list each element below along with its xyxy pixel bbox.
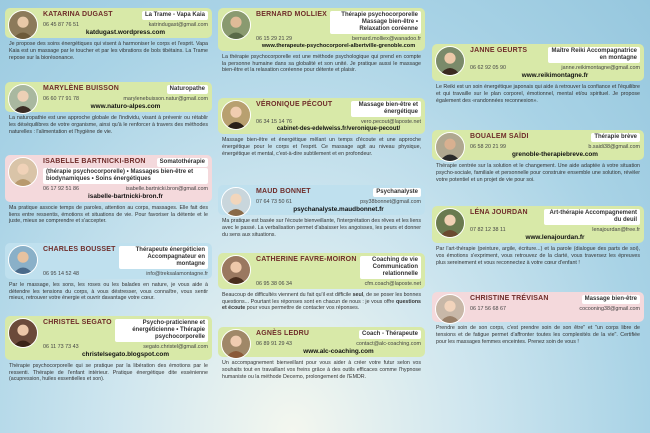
card-header: [218, 327, 425, 357]
portrait-photo: [8, 318, 38, 348]
website-link[interactable]: www.therapeute-psychocorporel-albertville-grenoble.com: [261, 42, 416, 49]
practitioner-name: CHRISTINE TRÉVISAN: [470, 295, 549, 302]
description: Ma pratique est basée sur l'écoute bienveillante, l'interprétation des rêves et les liens avec le passé. La verbalisation permet d'abaisser les angoisses, les peurs et donner du sens aux situations.: [222, 218, 421, 238]
portrait-photo: [221, 187, 251, 217]
email-address: bernard.molliex@wanadoo.fr: [352, 35, 421, 42]
website-link[interactable]: www.naturo-alpes.com: [90, 102, 161, 110]
card-header: [218, 98, 425, 134]
phone-number: 06 15 29 21 29: [256, 35, 292, 42]
specialty-details: (thérapie psychocorporelle) • Massages bien-être et biodynamiques • Soins énergétiques: [43, 168, 208, 184]
card-header: [5, 8, 212, 38]
card-header: [5, 82, 212, 112]
email-address: isabelle.bartnicki.bron@gmail.com: [125, 185, 208, 192]
card-header: [432, 44, 644, 81]
portrait-photo: [8, 245, 38, 275]
card-ledru: [218, 327, 425, 381]
portrait-photo: [8, 157, 38, 187]
phone-number: 06 34 15 14 76: [256, 118, 292, 125]
website-link[interactable]: grenoble-therapiebreve.com: [512, 150, 598, 158]
phone-number: 06 11 73 73 43: [43, 343, 79, 350]
description: Je propose des soins énergétiques qui visent à harmoniser le corps et l'esprit. Vapa Kaia est un massage par le toucher et par les vibrations de bols tibétains. La Trame repose sur la biorésonance.: [9, 41, 208, 61]
card-buisson: [5, 82, 212, 136]
email-address: psy38bonnet@gmail.com: [360, 198, 421, 205]
email-address: cfm.coach@laposte.net: [364, 280, 421, 287]
specialty-badge: Coach - Thérapeute: [359, 330, 421, 339]
description: Par l'art-thérapie (peinture, argile, écriture...) et la parole (dialogue des parts de soi), vos émotions s'expriment, vous retrouvez de la clarté, vous traversez les épreuves plus sereinement et vous reconnectez à votre cœur d'enfant !: [436, 245, 640, 266]
phone-number: 06 45 87 76 51: [43, 21, 79, 28]
email-address: info@treksalamontagne.fr: [146, 270, 208, 277]
specialty-badge: Massage bien-être: [582, 295, 640, 304]
specialty-badge: Thérapeute énergéticien Accompagnateur en montagne: [119, 246, 208, 269]
specialty-badge: Psycho-praticienne et énergéticienne • Thérapie psychocorporelle: [115, 319, 208, 342]
email-address: janne.reikimontagne@gmail.com: [561, 64, 640, 71]
portrait-photo: [435, 208, 465, 238]
practitioner-name: JANNE GEURTS: [470, 47, 528, 54]
email-address: segato.christel@gmail.com: [143, 343, 208, 350]
portrait-photo: [8, 84, 38, 114]
portrait-photo: [435, 46, 465, 76]
card-header: [432, 130, 644, 160]
practitioner-name: MARYLÈNE BUISSON: [43, 85, 120, 92]
specialty-badge: Coaching de vie Communication relationnelle: [360, 256, 421, 279]
practitioner-name: LÉNA JOURDAN: [470, 209, 528, 216]
card-header: [218, 8, 425, 51]
portrait-photo: [435, 294, 465, 324]
website-link[interactable]: psychanalyste.maudbonnet.fr: [293, 205, 384, 213]
specialty-badge: Thérapie brève: [591, 133, 640, 142]
card-header: [5, 155, 212, 202]
card-header: [5, 316, 212, 360]
phone-number: 06 62 92 05 90: [470, 64, 506, 71]
website-link[interactable]: www.reikimontagne.fr: [521, 71, 589, 79]
card-header: [5, 243, 212, 279]
email-address: cocooning38@gmail.com: [579, 305, 640, 312]
card-favre: [218, 253, 425, 312]
card-header: [218, 253, 425, 289]
portrait-photo: [221, 100, 251, 130]
description: Thérapie psychocorporelle qui se pratique par la libération des émotions par le ressenti. Thérapie de l'enfant intérieur. Pratique énergétique dite essénienne (acupression, huiles essentielles et son).: [9, 362, 208, 383]
card-saidi: [432, 130, 644, 184]
description: Beaucoup de difficultés viennent du fait qu'il est difficile seul, de se poser les bonnes questions... Pourtant les réponses sont en chacun de nous : je vous offre questions et écoute pour vous permettre de contacter vos réponses.: [222, 291, 421, 312]
card-bartnicki: [5, 155, 212, 225]
description: Par le massage, les sons, les roses ou les balades en nature, je vous aide à détendre les tensions du corps, à vous déstresser, vous connaître, vous sentir mieux, retrouver votre énergie et ouvrir davantage votre cœur.: [9, 281, 208, 302]
specialty-badge: Somatothérapie: [157, 158, 208, 167]
website-link[interactable]: katdugast.wordpress.com: [85, 28, 166, 36]
specialty-badge: Art-thérapie Accompagnement du deuil: [544, 209, 640, 225]
card-header: [432, 292, 644, 322]
portrait-photo: [8, 10, 38, 40]
description: Un accompagnement bienveillant pour vous aider à créer votre futur selon vos souhaits tout en travaillant vos freins grâce à des outils efficaces comme l'hypnose humaniste ou la méthode Decemo, prolongement de l'EMDR.: [222, 360, 421, 380]
card-geurts: [432, 44, 644, 104]
card-dugast: [5, 8, 212, 62]
description: La naturopathie est une approche globale de l'individu, visant à prévenir ou rétablir les déséquilibres de votre organisme, ainsi qu'à le renforcer à travers des méthodes naturelles : l'alimentation et l'hygiène de vie.: [9, 115, 208, 135]
practitioner-name: BERNARD MOLLIEX: [256, 11, 328, 18]
email-address: b.saidi38@gmail.com: [588, 143, 640, 150]
practitioner-name: VÉRONIQUE PÉCOUT: [256, 101, 333, 108]
practitioner-name: AGNÈS LEDRU: [256, 330, 310, 337]
practitioner-name: CATHERINE FAVRE-MOIRON: [256, 256, 357, 263]
card-trevisan: [432, 292, 644, 346]
phone-number: 06 17 92 51 86: [43, 185, 79, 192]
card-pecout: [218, 98, 425, 157]
website-link[interactable]: www.lenajourdan.fr: [525, 233, 585, 241]
practitioner-name: ISABELLE BARTNICKI-BRON: [43, 158, 146, 165]
website-link[interactable]: isabelle-bartnicki-bron.fr: [88, 192, 163, 200]
card-jourdan: [432, 206, 644, 266]
specialty-badge: Psychanalyste: [373, 188, 421, 197]
phone-number: 06 17 56 68 67: [470, 305, 506, 312]
card-molliex: [218, 8, 425, 74]
specialty-badge: Naturopathe: [167, 85, 208, 94]
description: Massage bien-être et énergétique mêlant un temps d'écoute et une approche énergétique pour le corps et l'esprit. Ce massage agit au niveau physique, énergétique et mental, c'est-à-dire subtilement et en profondeur.: [222, 136, 421, 157]
portrait-photo: [221, 10, 251, 40]
practitioner-name: KATARINA DUGAST: [43, 11, 113, 18]
card-bousset: [5, 243, 212, 302]
practitioner-name: MAUD BONNET: [256, 188, 311, 195]
phone-number: 06 89 91 29 43: [256, 340, 292, 347]
specialty-badge: Massage bien-être et énergétique: [351, 101, 421, 117]
specialty-badge: Maître Reiki Accompagnatrice en montagne: [548, 47, 640, 63]
card-header: [432, 206, 644, 243]
card-segato: [5, 316, 212, 383]
phone-number: 06 95 38 06 34: [256, 280, 292, 287]
practitioner-name: CHARLES BOUSSET: [43, 246, 116, 253]
email-address: lenajourdan@free.fr: [592, 226, 640, 233]
phone-number: 07 64 73 50 61: [256, 198, 292, 205]
email-address: vero.pecout@laposte.net: [360, 118, 421, 125]
card-bonnet: [218, 185, 425, 239]
portrait-photo: [221, 255, 251, 285]
specialty-badge: Thérapie psychocorporelle Massage bien-être • Relaxation coréenne: [330, 11, 421, 34]
description: Prendre soin de son corps, c'est prendre soin de son être" et "un corps libre de tensions et de fatigue permet d'affronter toutes les complexités de la vie". Certifiée pour les massages femmes enceintes. Prenez soin de vous !: [436, 325, 640, 345]
practitioner-name: BOUALEM SAÏDI: [470, 133, 529, 140]
phone-number: 06 95 14 52 48: [43, 270, 79, 277]
description: Ma pratique associe temps de paroles, attention au corps, massages. Elle fait des liens entre ressentis, émotions et situations de vie. Pour favoriser la détente et le juste, mieux se comprendre et s'accepter.: [9, 204, 208, 225]
specialty-badge: La Trame - Vapa Kaia: [142, 11, 208, 20]
email-address: contact@alc-coaching.com: [356, 340, 421, 347]
phone-number: 06 58 20 21 99: [470, 143, 506, 150]
description: Le Reiki est un soin énergétique japonais qui aide à retrouver la confiance et l'équilibre et qui travaille sur le plan corporel, émotionnel, mental et/ou spirituel. Je propose également des «randonnées reconnexion».: [436, 83, 640, 104]
description: La thérapie psychocorporelle est une méthode psychologique qui prend en compte la personne humaine dans sa globalité et son unité. Je pratique aussi le massage bien-être et la relaxation coréenne pour détente et plaisir.: [222, 53, 421, 74]
phone-number: 06 60 77 91 78: [43, 95, 79, 102]
website-link[interactable]: christelsegato.blogspot.com: [82, 350, 169, 358]
email-address: katrindugast@gmail.com: [148, 21, 208, 28]
portrait-photo: [435, 132, 465, 162]
card-header: [218, 185, 425, 215]
practitioner-name: CHRISTEL SEGATO: [43, 319, 112, 326]
email-address: marylenebuisson.natur@gmail.com: [123, 95, 208, 102]
description: Thérapie centrée sur la solution et le changement. Une aide adaptée à votre situation psycho-sociale, familiale et personnelle pour construire ensemble une solution, révéler votre potentiel et un projet de vie pour soi.: [436, 163, 640, 183]
portrait-photo: [221, 329, 251, 359]
website-link[interactable]: cabinet-des-edelweiss.fr/veronique-pecout/: [276, 125, 401, 132]
phone-number: 07 82 12 38 11: [470, 226, 506, 233]
website-link[interactable]: www.alc-coaching.com: [303, 347, 374, 355]
